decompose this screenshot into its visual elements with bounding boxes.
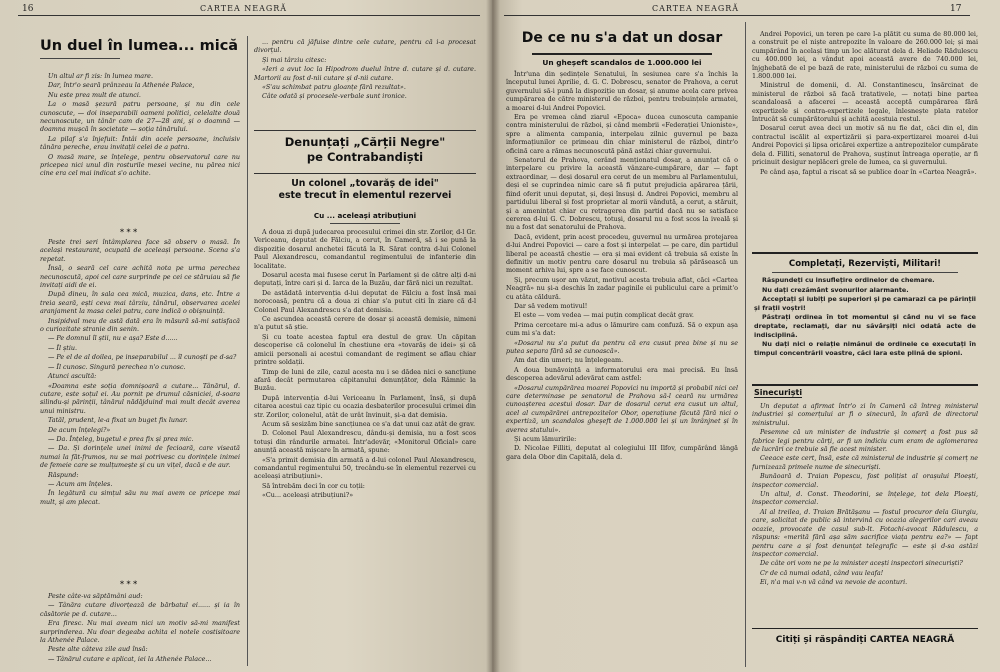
paragraph: A doua bunăvoință a informatorului era mai precisă. Eu însă descoperea adevărul adevărat cam astfel: [506,365,738,383]
paragraph: Și, precum ușor am văzut, motivul acesta trebuia aflat, căci «Cartea Neagră» nu și-a deschis în zadar paginile ei publicului care a primit'o cu atâta căldură. [506,275,738,301]
duel-column-2 [254,38,476,126]
paragraph: După intervenția d-lui Vericeanu în Parlament, însă, și după citarea acestui caz tipic cu ocazia desbaterilor procesului crimei din str. Zorilor, colonelul, atât de urât învinuit, și-a dat demisia. [254,393,476,419]
title-rule [40,58,120,59]
sinecuristi-text [752,402,978,627]
denunt-title-line1: Denunțați „Cărții Negre" [284,135,446,149]
paragraph: Prima cercetare mi-a adus o lămurire cam confuză. Să o expun așa cum mi s'a dat: [506,320,738,338]
running-head-right: CARTEA NEAGRĂ [652,4,740,13]
denunt-title-line2: pe Contrabandiști [306,150,424,164]
footer-rule [752,628,978,629]
paragraph: De acum înțelegi?» [48,425,111,434]
dosar-column-1 [506,70,738,665]
page-gutter [486,0,500,672]
paragraph: «Ieri a avut loc la Hipodrom duelul între d. cutare și d. cutare. Martorii au fost d-nii cutare și d-nii cutare. [254,65,476,82]
header-rule [18,15,480,16]
paragraph: Nu dați crezământ svonurilor alarmante. [762,285,909,294]
paragraph: Ce ascundea această cerere de dosar și această demisie, nimeni n'a putut să știe. [254,315,476,332]
paragraph: Un altul, d. Const. Theodorini, se înțelege, tot dela Ploești, inspector comercial. [752,490,978,507]
dosar-subtitle: Un gheșeft scandalos de 1.000.000 lei [542,58,702,67]
paragraph: Bunăoară d. Traian Popescu, fost polițist al orașului Ploești, inspector comercial. [752,472,978,489]
title-rule [532,53,712,55]
paragraph: Și mai târziu citesc: [262,55,327,64]
paragraph: Un altul ar fi zis: în lumea mare. [48,72,153,80]
paragraph: «Doamna este soția domnișoară a cutare... Tânărul, d. cutare, este soțul ei. Au pornit pe drumul căsniciei, d-soara silindu-și părinții, tânărul nădăjduind mai mult decât averea unui ministru. [40,381,240,415]
paragraph: Cr de că numai odată, când vau leafa! [760,568,884,577]
paragraph: Acum să sesizăm bine sancțiunea ce s'a dat unui caz atât de grav. [262,419,476,428]
page-number-right: 17 [950,4,962,14]
paragraph: Într'una din ședințele Senatului, în sesiunea care s'a închis la începutul lunei Aprilie, d. G. C. Dobrescu, senator de Prahova, a cerut guvernului să-i pună la dispoziție un dosar, și anume acela care privea cumpărarea de către ministerul de război, pentru trebuințele armatei, a moarei d-lui Andrei Popovici. [506,70,738,112]
paragraph: Ei, n'a mai v-n vă când va nevoie de aconturi. [760,578,908,587]
paragraph: Câte odată și procesele-verbale sunt ironice. [262,92,407,101]
colonel-title-line1: Un colonel „tovarăș de idei" [291,178,439,189]
paragraph: Timp de luni de zile, cazul acesta nu i se dădea nici o sancțiune afară decât permutarea căpitanului denunțător, dela Râmnic la Buzău. [254,367,476,393]
dosar-title: De ce nu s'a dat un dosar [521,30,723,46]
paragraph: Acceptați și iubiți pe superiori și pe camarazi ca pe părinții și frații voștri! [754,295,976,312]
paragraph: Dosarul acesta mai fusese cerut în Parlament și de către alți d-ni deputați, între cari și d. Iarca de la Buzău, dar fără nici un rezultat. [254,271,476,288]
page-number-left: 16 [22,4,34,14]
paragraph: Peste alte câteva zile aud însă: [48,645,148,654]
paragraph: Era firesc. Nu mai aveam nici un motiv să-mi manifest surprinderea. Nu doar degeaba achita el notele costisitoare la Athenée Palace. [40,619,240,645]
paragraph: Însă, o seară cel care achită nota pe urma perechea necunoscută, apoi cel care surprinde pe cei ce stăruiau să fie invitați aidi de ei. [40,264,240,290]
ornament-stars: * * * [120,580,138,589]
paragraph: «Dosarul nu s'a putut da pentru că era cusut prea bine și nu se putea separa fără să se cunoască». [506,338,738,355]
header-rule [504,15,970,16]
paragraph: Nu este prea mult de atunci. [48,90,141,99]
paragraph: Ceeace este cert, însă, este că ministerul de industrie și comerț ne furnizează primele nume de sinecuriști. [752,454,978,471]
paragraph: Păstrați ordinea în tot momentul și când nu vi se face dreptate, reclamați, dar nu săvârșiți nici odată acte de indisciplină. [754,313,976,339]
paragraph: Tatăl, prudent, le-a fixat un buget fix lunar. [48,416,188,425]
paragraph: ... pentru că jăfuise dintre cele cutare, pentru că i-a procesat divorțul. [254,38,476,55]
colonel-text [254,228,476,668]
paragraph: — Tânăra cutare divorțează de bărbatul ei...... și ia în căsătorie pe d. cutare... [40,601,240,618]
paragraph: Pe când așa, faptul a riscat să se publice doar în «Cartea Neagră». [760,167,977,176]
paragraph: Și acum lămuririle: [514,435,577,444]
duel-title: Un duel în lumea... mică [40,38,239,54]
paragraph: Un deputat a afirmat într'o zi în Cameră că întreg ministerul industriei și comerțului ar fi o sinecură, în afară de directorul ministrului. [752,402,978,427]
paragraph: Dar, într'o seară prânzeau la Athenée Palace, [48,81,195,90]
paragraph: — Pe domnul îl știi, nu e așa? Este d...... [48,334,178,343]
paragraph: D. Nicolae Filliti, deputat al colegiului III Ilfov, cumpărând lângă gara dela Obor din Capitală, dela d. [506,444,738,461]
paragraph: Să întrebăm deci în cor cu toții: [262,481,365,490]
paragraph: Al al treilea, d. Traian Brătășanu — fostul procuror dela Giurgiu, care, solicitat de public să intervină cu ocazia alegerilor cari aveau ocazie, provocate de casul sub-lt. Fotachi-avocat Rădulescu, a răspuns: «merită fără așa săm sacrifice viața pentru ea?» — fapt pentru care a și fost denunțat telegrafic — este și d-sa astăzi inspector comercial. [752,507,978,558]
paragraph: Nu dați nici o relație nimănui de ordinele ce executați în timpul concentrării voastre, căci lara este plină de spioni. [754,340,976,357]
running-head-left: CARTEA NEAGRĂ [200,4,288,13]
paragraph: Pesemne că un minister de industrie și comerț a fost pus să fabrice legi pentru cărți, ar fi un indiciu cum eram de aglomerarea de lucrări ce trebuie să fie acest minister. [752,428,978,454]
paragraph: Peste trei seri întâmplarea face să observ o masă. În același restaurant, ocupată de aceleași persoane. Scena s'a repetat. [40,238,240,263]
paragraph: După dineu, în sala cea mică, muzica, dans, etc. Între a treia seară, ești ceva mai târziu, tânărul, observarea acelei aranjament la masa celei patru, care indică o obișnuință. [40,290,240,316]
paragraph: Dacă, evident, prin acest procedeu, guvernul nu urmărea protejarea d-lui Andrei Popovici — care a fost și interpelat — pe care, din partidul liberal pe această chestie — era și mai evident că trebuia să existe în definitiv un motiv pentru care dosarul nu trebuia să părăsească un moment arhiva lui, spre a se face cunoscut. [506,232,738,275]
paragraph: El este — vom vedea — mai puțin complicat decât grav. [514,311,694,320]
paragraph: De câte ori vom ne pe la minister acești inspectori sinecuriști? [760,559,963,568]
paragraph: Și cu toate acestea faptul era destul de grav. Un căpitan descoperise că colonelul în chestiune era «tovarăș de idei» și că amicii personali ai acestui comandant de regiment se aflau chiar printre soldații. [254,332,476,367]
paragraph: «Cu... aceleași atribuțiuni?» [262,491,354,500]
paragraph: Ministrul de domenii, d. Al. Constantinescu, însărcinat de ministerul de război să facă tratativele, — notați bine partea scandaloasă a afacerei — această acceptă cumpărarea fără expertizele și contra-expertizele legale, înlesnește plata ratelor întrucât să cumpărătorului și achită acestuia restul. [752,81,978,124]
right-page [492,0,1000,672]
military-title: Completați, Rezerviști, Militari! [788,259,942,269]
duel-column-1a [40,72,240,247]
paragraph: În legătură cu simțul său nu mai avem ce pricepe mai mult, și am plecat. [40,489,240,506]
colonel-subtitle: Cu ... aceleași atribuțiuni [313,211,417,220]
colonel-title [254,178,476,202]
military-box [752,252,978,386]
paragraph: Andrei Popovici, un teren pe care l-a plătit cu suma de 80.000 lei, a construit pe el niște antrepozite în valoare de 260.000 lei; și mai cumpărând în același timp un loc alăturat dela d. Heliade Rădulescu cu 400.000 lei, a vândut apoi această avere de 740.000 lei, înjghebată de el pe bază de rate, ministerului de război cu suma de 1.800.000 lei. [752,30,978,81]
paragraph: Răspund: [48,470,79,479]
sinecuristi-title: Sinecuriști [754,388,803,397]
paragraph: Peste câte-va săptămâni aud: [48,592,143,600]
paragraph: «Dosarul cumpărărea moarei Popovici nu importă și probabil nici cel care determinase pe senatorul de Prahova să-l ceară nu urmărea cunoașterea acestui dosar. Dar de dosarul cerut era cusut un altul, acel al cumpărărei antrepozitelor Obor, operațiune făcută fără nici o expertiză, un scandalos gheșeft de 1.000.000 lei și un înrânjnet și în averea statului». [506,383,738,434]
paragraph: — Tânărul cutare e aplicat, iei la Athenée Palace... [48,654,212,663]
paragraph: La pilaf s'a înjefuit: Întâi din acele persoane, incluisiv tânăra pereche, erau invitații celei de a patra. [40,134,240,152]
paragraph: D. Colonel Paul Alexandrescu, dându-și demisia, nu a fost scos totuși din rândurile armatei. Într'adevăr, «Monitorul Oficial» care anunță această mișcare în armată, spune: [254,429,476,455]
dosar-column-2 [752,30,978,245]
paragraph: — Pe el de al doilea, pe inseparabilul ... îl cunoști pe d-sa? [48,353,237,362]
military-text [754,276,976,381]
colonel-title-line2: este trecut în elementul rezervei [278,190,452,201]
paragraph: — Îl știu. [48,343,78,352]
paragraph: Senatorul de Prahova, cerând menționatul dosar, a anunțat că o interpelare cu privire la această vânzare-cumpărare, dar — fapt extraordinar, — deși dosarul era cerut de un membru al Parlamentului, deși el se cuprindea nimic care să fi putut prejudicia apărarea țării, fiind oferit unui deputat, și, deși însuși d. Andrei Popovici, membru al partidului liberal și fost proprietar al morii vândută, a cerut, a stăruit, și a amenințat chiar cu retragerea din partid dacă nu se satisface cererea d-lui G. C. Dobrescu, totuși, dosarul nu a fost scos la iveală și nu a fost dat senatorului de Prahova. [506,156,738,232]
duel-column-1c [40,592,240,667]
column-divider [745,22,746,667]
paragraph: Era pe vremea când ziarul «Epoca» ducea cunoscuta campanie contra ministerului de război, și când membrii «Federației Unioniste», spre a alimenta campania, interpelau zilnic guvernul pe baza informațiunilor ce primeau din chiar ministerul de război, dintr'o oficină care a rămas necunoscută până astăzi chiar guvernului. [506,113,738,155]
paragraph: Am dat din umeri; nu înțelegeam. [514,356,624,365]
paragraph: «S'au schimbat patru gloanțe fără rezultat». [262,83,406,92]
paragraph: — Da. Înțeleg, bugetul e prea fix și prea mic. [48,434,194,443]
ornament-stars: * * * [120,228,138,237]
paragraph: Dar să vedem motivul! [514,301,588,310]
paragraph: O masă mare, se înțelege, pentru observatorul care nu pricepea nici unul din rosturile mesei vecine, nu părea nici cine era cel mai indicat s'o achite. [40,152,240,178]
paragraph: Insipidval meu de astă dată era în măsură să-mi satisfacă o curiozitate stranie din senin. [40,316,240,334]
paragraph: — Acum am înțeles. [48,479,113,488]
footer-title: Citiți și răspândiți CARTEA NEAGRĂ [775,635,955,645]
paragraph: Răspundeți cu insuflețire ordinelor de chemare. [762,276,935,284]
dosar-title-block [506,30,738,46]
paragraph: La o masă șezură patru persoane, și nu din cele cunoscute, — doi inseparabili oameni politici, celelalte două necunoscute, un tânăr cam de 27—28 ani, și o doamnă — doamna mușcă în societate — soția tânărului. [40,100,240,134]
paragraph: A doua zi după judecarea procesului crimei din str. Zorilor, d-l Gr. Vericeanu, deputat de Fălciu, a cerut, în Cameră, să i se pună la dispoziție dosarul anchetei făcută la R. Sărat contra d-lui Colonel Paul Alexandrescu, comandantul regimentului de infanterie din localitate. [254,228,476,270]
duel-title-block [40,38,240,54]
paragraph: De astădată intervenția d-lui deputat de Fălciu a fost însă mai norocoasă, pentru că a doua zi chiar s'a putut citi în ziare că d-l Colonel Paul Alexandrescu s'a dat demisia. [254,288,476,314]
subtitle-rule [330,223,400,224]
denunt-box [254,130,476,174]
box-rule [772,272,958,273]
duel-column-1b [40,238,240,588]
paragraph: — Da. Și dorințele unei inimi de fecioară, care viseată numai la făt-frumos, nu se mai potrivesc cu dorințele inimei de femeie care se mulțumește și cu un vițel, dacă e de aur. [40,444,240,470]
left-page [0,0,492,672]
column-divider [247,36,248,666]
paragraph: Atunci ascultă: [48,372,97,381]
paragraph: Dosarul cerut avea deci un motiv să nu fie dat, căci din el, din contractul iscălit al expertizării și para-expertizarei moarei d-lui Andrei Popovici și lipsa oricărei expertize a antrepozitelor cumpărate dela d. Filliti, senatorul de Prahova, sușținut întreaga operație, ar fi pricinuit desigur neplăceri grele de lumea, ca și guvernului. [752,124,978,167]
paragraph: «S'a primit demisia din armată a d-lui colonel Paul Alexandrescu, comandantul regimentului 50, trecându-se în elementul rezervei cu aceleași atribuțiuni». [254,455,476,481]
paragraph: — Îl cunosc. Singură perechea n'o cunosc. [48,362,186,371]
